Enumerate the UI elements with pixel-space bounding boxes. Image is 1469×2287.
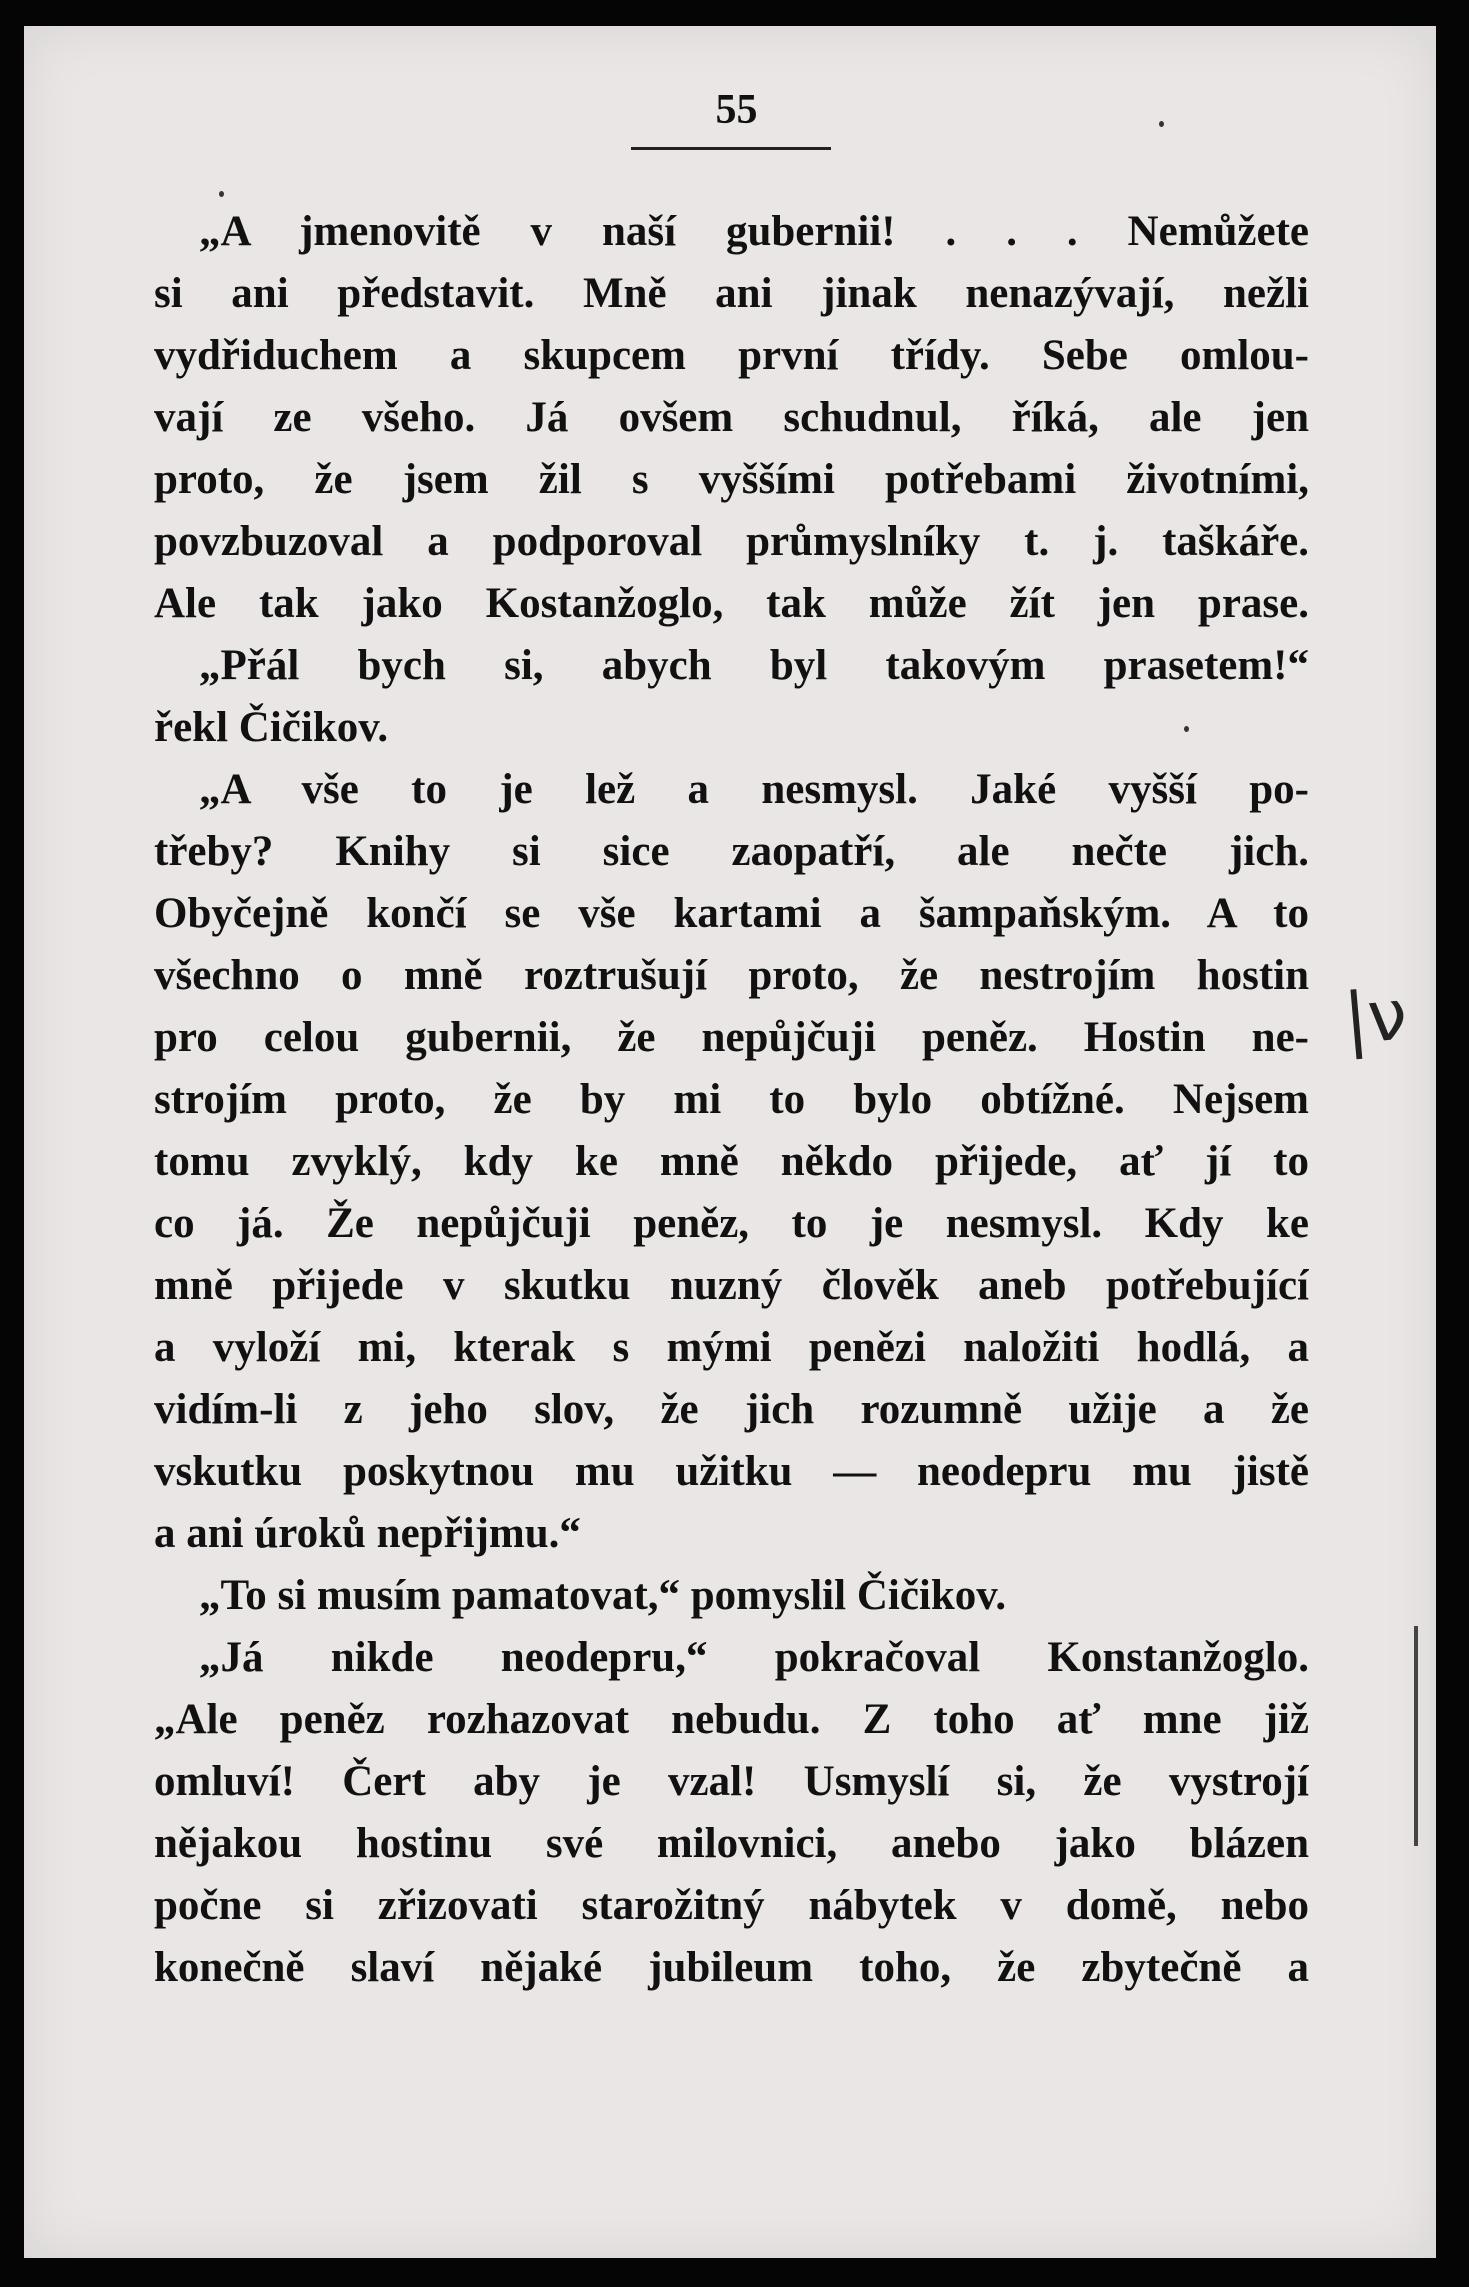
page-speck [219,191,224,197]
text-line: vskutku poskytnou mu užitku — neodepru mu jistě [154,1448,1309,1495]
page-number-rule [631,147,831,150]
text-line: Ale tak jako Kostanžoglo, tak může žít jen prase. [154,580,1309,627]
text-line: Obyčejně končí se vše kartami a šampaňským. A to [154,890,1309,937]
handwritten-margin-mark: |ν [1340,973,1411,1061]
page-speck [1159,121,1164,127]
margin-pencil-line [1414,1626,1418,1846]
text-line: všechno o mně roztrušují proto, že nestrojím hostin [154,952,1309,999]
text-line: počne si zřizovati starožitný nábytek v domě, nebo [154,1882,1309,1929]
text-line: strojím proto, že by mi to bylo obtížné. Nejsem [154,1076,1309,1123]
text-line: „A jmenovitě v naší gubernii! . . . Nemůžete [199,208,1309,255]
text-line: proto, že jsem žil s vyššími potřebami životními, [154,456,1309,503]
text-line: co já. Že nepůjčuji peněz, to je nesmysl. Kdy ke [154,1200,1309,1247]
text-line: omluví! Čert aby je vzal! Usmyslí si, že vystrojí [154,1758,1309,1805]
text-line: mně přijede v skutku nuzný člověk aneb potřebující [154,1262,1309,1309]
body-text [154,201,1309,1999]
text-line: tomu zvyklý, kdy ke mně někdo přijede, ať jí to [154,1138,1309,1185]
text-line: vidím-li z jeho slov, že jich rozumně užije a že [154,1386,1309,1433]
page-number: 55 [715,87,758,133]
text-line: pro celou gubernii, že nepůjčuji peněz. Hostin ne- [154,1014,1309,1061]
text-line: „Ale peněz rozhazovat nebudu. Z toho ať mne již [154,1696,1309,1743]
text-line: konečně slaví nějaké jubileum toho, že zbytečně a [154,1944,1309,1991]
book-page [24,26,1436,2258]
text-line: a vyloží mi, kterak s mými penězi naložiti hodlá, a [154,1324,1309,1371]
text-line: vají ze všeho. Já ovšem schudnul, říká, ale jen [154,394,1309,441]
text-line: povzbuzoval a podporoval průmyslníky t. j. taškáře. [154,518,1309,565]
text-line: vydřiduchem a skupcem první třídy. Sebe omlou- [154,332,1309,379]
text-line: „A vše to je lež a nesmysl. Jaké vyšší po- [199,766,1309,813]
text-line: „Já nikde neodepru,“ pokračoval Konstanžoglo. [199,1634,1309,1681]
text-line: „Přál bych si, abych byl takovým prasetem!“ [199,642,1309,689]
text-line: řekl Čičikov. [154,704,389,751]
text-line: a ani úroků nepřijmu.“ [154,1510,581,1557]
page-speck [1184,726,1189,732]
text-line: třeby? Knihy si sice zaopatří, ale nečte jich. [154,828,1309,875]
text-line: nějakou hostinu své milovnici, anebo jako blázen [154,1820,1309,1867]
text-line: „To si musím pamatovat,“ pomyslil Čičikov. [199,1572,1007,1619]
text-line: si ani představit. Mně ani jinak nenazývají, nežli [154,270,1309,317]
